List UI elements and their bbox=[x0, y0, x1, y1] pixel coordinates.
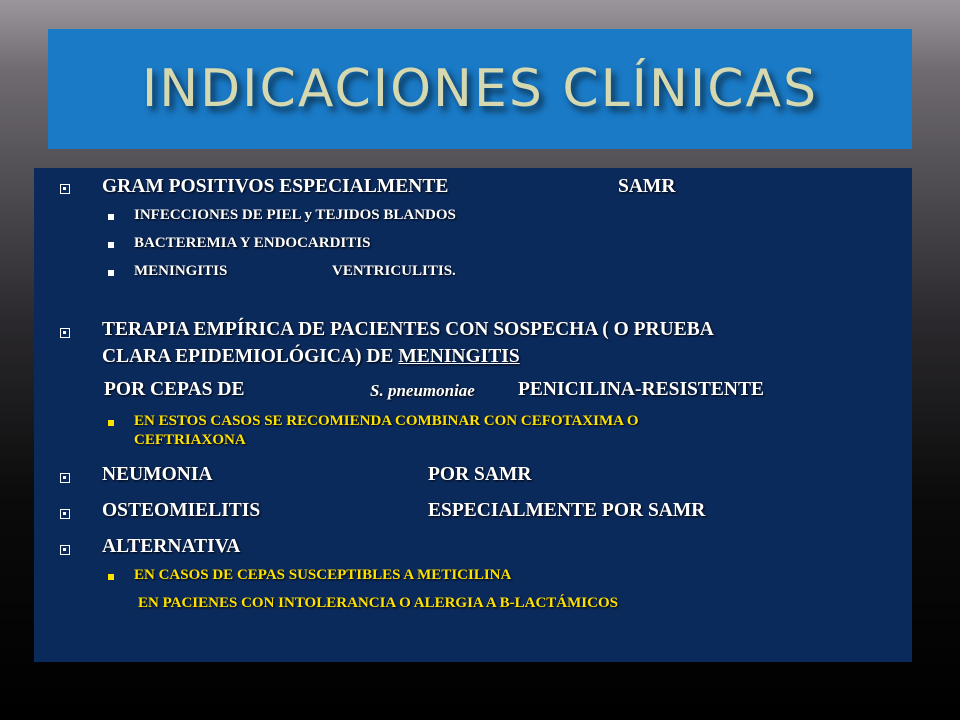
alt-line-1: EN CASOS DE CEPAS SUSCEPTIBLES A METICILINA bbox=[134, 567, 512, 583]
square-bullet-icon bbox=[60, 328, 70, 338]
bullet-icon bbox=[108, 214, 114, 220]
bullet-icon bbox=[108, 574, 114, 580]
terapia-line-2 bbox=[102, 346, 520, 368]
neumonia-text: NEUMONIA bbox=[102, 464, 213, 485]
bullet-icon bbox=[108, 242, 114, 248]
penicilina-text: PENICILINA-RESISTENTE bbox=[518, 379, 764, 400]
bullet-icon bbox=[108, 420, 114, 426]
casos-line-1: EN ESTOS CASOS SE RECOMIENDA COMBINAR CON CEFOTAXIMA O bbox=[134, 413, 639, 429]
square-bullet-icon bbox=[60, 545, 70, 555]
bullet-icon bbox=[108, 270, 114, 276]
alt-line-2: EN PACIENES CON INTOLERANCIA O ALERGIA A B-LACTÁMICOS bbox=[138, 595, 618, 611]
content-box bbox=[34, 168, 912, 662]
samr-text: SAMR bbox=[618, 176, 676, 197]
casos-line-2: CEFTRIAXONA bbox=[134, 432, 246, 448]
terapia-line-2-text: CLARA EPIDEMIOLÓGICA) DE bbox=[102, 346, 399, 367]
terapia-line-1: TERAPIA EMPÍRICA DE PACIENTES CON SOSPECHA ( O PRUEBA bbox=[102, 319, 714, 340]
ventriculitis-text: VENTRICULITIS. bbox=[332, 263, 456, 279]
slide-title: INDICACIONES CLÍNICAS bbox=[141, 59, 819, 119]
pneumoniae-text: S. pneumoniae bbox=[370, 381, 475, 400]
square-bullet-icon bbox=[60, 473, 70, 483]
meningitis-text: MENINGITIS bbox=[134, 263, 228, 279]
infecciones-text: INFECCIONES DE PIEL y TEJIDOS BLANDOS bbox=[134, 207, 456, 223]
neumonia-samr-text: POR SAMR bbox=[428, 464, 532, 485]
square-bullet-icon bbox=[60, 509, 70, 519]
bacteremia-text: BACTEREMIA Y ENDOCARDITIS bbox=[134, 235, 371, 251]
meningitis-underlined: MENINGITIS bbox=[398, 346, 520, 367]
title-box bbox=[48, 29, 912, 149]
square-bullet-icon bbox=[60, 184, 70, 194]
osteomielitis-samr-text: ESPECIALMENTE POR SAMR bbox=[428, 500, 706, 521]
cepas-text: POR CEPAS DE bbox=[104, 379, 245, 400]
osteomielitis-text: OSTEOMIELITIS bbox=[102, 500, 261, 521]
gram-positivos-text: GRAM POSITIVOS ESPECIALMENTE bbox=[102, 176, 449, 197]
alternativa-text: ALTERNATIVA bbox=[102, 536, 241, 557]
